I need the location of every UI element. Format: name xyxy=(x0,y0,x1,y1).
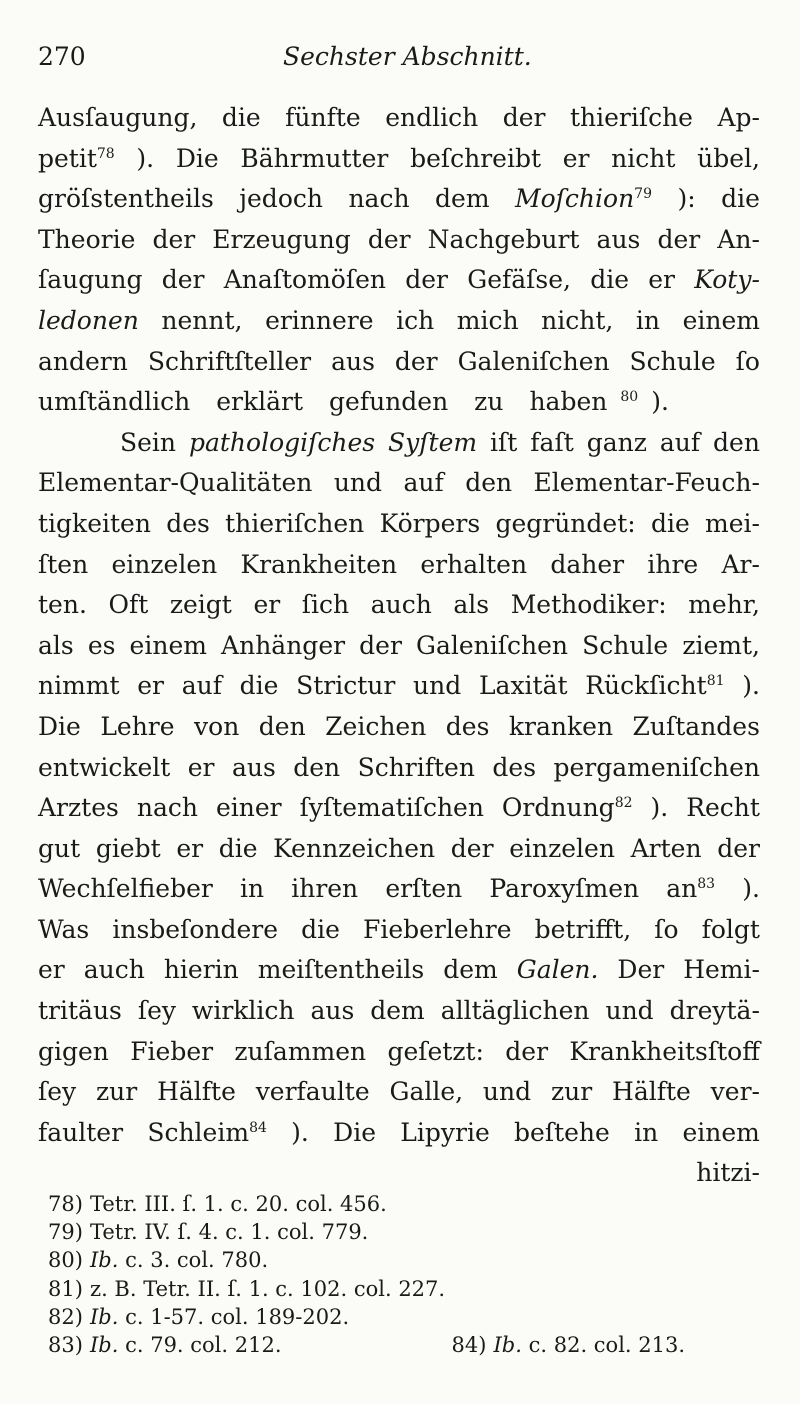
catchword xyxy=(38,1153,760,1194)
word: der xyxy=(359,630,402,660)
text-line xyxy=(38,382,760,423)
word: Schule xyxy=(629,346,716,376)
word: daher xyxy=(550,549,625,579)
word: gut xyxy=(38,833,81,863)
word: auch xyxy=(370,590,432,620)
word: iſt xyxy=(490,427,518,457)
word: er xyxy=(176,833,204,863)
word: ). xyxy=(742,671,760,701)
word: den xyxy=(293,752,341,782)
word: der xyxy=(161,265,205,295)
text-line xyxy=(38,829,760,870)
word: die xyxy=(218,833,258,863)
word: dreytä- xyxy=(669,996,760,1026)
text-line xyxy=(38,707,760,748)
footnote-text: c. 1-57. col. 189-202. xyxy=(118,1304,350,1329)
text-line xyxy=(38,1072,760,1113)
word: Hälfte xyxy=(157,1077,236,1107)
footnote-ref: 78 xyxy=(96,145,115,162)
word: kranken xyxy=(508,711,614,741)
word: es xyxy=(87,630,116,660)
page-number: 270 xyxy=(38,42,86,71)
text-line xyxy=(38,666,760,707)
word: jedoch xyxy=(239,184,323,214)
word: er xyxy=(562,143,590,173)
text-line xyxy=(38,220,760,261)
word: Schule xyxy=(582,630,669,660)
word: aus xyxy=(596,224,641,254)
text-line xyxy=(38,545,760,586)
word: insbeſondere xyxy=(112,914,279,944)
word: fünfte xyxy=(285,103,361,132)
word: einem xyxy=(682,305,760,335)
word: nach xyxy=(348,184,410,214)
word: die xyxy=(590,265,630,295)
text-line xyxy=(38,788,760,829)
word: zur xyxy=(550,1077,593,1107)
word: nach xyxy=(136,793,198,823)
text-line xyxy=(38,1113,760,1154)
word: aus xyxy=(231,752,276,782)
word: auf xyxy=(403,468,444,498)
word: Lehre xyxy=(100,711,175,741)
text-line xyxy=(38,585,760,626)
word: Laxität xyxy=(478,671,568,701)
word: hierin xyxy=(163,955,239,985)
word: der xyxy=(505,1036,549,1066)
word: der xyxy=(502,103,546,132)
word: entwickelt xyxy=(38,752,171,782)
word: dem xyxy=(370,996,425,1026)
word: ihren xyxy=(291,874,359,904)
word: er xyxy=(187,752,215,782)
word: ſaugung xyxy=(38,265,143,295)
footnote-ibid: Ib. xyxy=(90,1248,119,1273)
word: Hälfte xyxy=(612,1077,691,1107)
word: auf xyxy=(659,427,701,457)
word: Körpers xyxy=(379,508,481,538)
word: den xyxy=(713,427,760,457)
footnote xyxy=(452,1333,686,1357)
footnote-ref: 80 xyxy=(620,389,639,406)
word: der xyxy=(152,224,196,254)
word: mich xyxy=(456,305,519,335)
footnote-ibid: Ib. xyxy=(493,1332,522,1357)
word: die xyxy=(650,508,690,538)
word: Die xyxy=(175,143,219,173)
word: des xyxy=(492,752,537,782)
word: giebt xyxy=(95,833,161,863)
word: umſtändlich xyxy=(38,387,191,417)
word: die xyxy=(721,184,760,214)
word: ). xyxy=(291,1117,309,1147)
word: Elementar-Qualitäten xyxy=(38,468,313,498)
word: einzelen xyxy=(509,833,615,863)
word: faſt xyxy=(530,427,574,457)
word: haben $^{80}$ xyxy=(529,387,639,417)
footnote xyxy=(48,1275,748,1303)
word: Zeichen xyxy=(325,711,427,741)
word: auf xyxy=(181,671,222,701)
word: ſich xyxy=(301,590,350,620)
word: ganz xyxy=(586,427,647,457)
word: von xyxy=(194,711,240,741)
word: in xyxy=(634,1117,659,1147)
footnote-ref: 84 xyxy=(249,1119,267,1136)
word: ſyſtematiſchen xyxy=(299,793,484,823)
word: ihre xyxy=(647,549,699,579)
word: er xyxy=(137,671,164,701)
word: ). xyxy=(136,143,155,173)
footnote-number: 79) xyxy=(48,1220,83,1245)
footnote-text: c. 3. col. 780. xyxy=(118,1248,269,1273)
word: Die xyxy=(38,711,81,741)
word: ledonen xyxy=(38,305,139,335)
word: des xyxy=(166,508,210,538)
word: Oft xyxy=(108,590,149,620)
word: Die xyxy=(333,1117,376,1147)
word: einzelen xyxy=(111,549,218,579)
word: in xyxy=(239,874,265,904)
word: beſchreibt xyxy=(410,143,542,173)
word: gröſstentheils xyxy=(38,184,214,214)
word: Zuſtandes xyxy=(632,711,760,741)
word: dem xyxy=(435,184,490,214)
word: auch xyxy=(83,955,145,985)
word: der xyxy=(367,224,411,254)
word: Arztes xyxy=(38,793,119,823)
word: als xyxy=(38,630,74,660)
word: Anhänger xyxy=(221,630,346,660)
word: ich xyxy=(396,305,435,335)
word: und xyxy=(605,996,654,1026)
word: und xyxy=(482,1077,532,1107)
word: pergameniſchen xyxy=(553,752,760,782)
word: ten. xyxy=(38,590,87,620)
text-line xyxy=(38,98,760,139)
word: Krankheiten xyxy=(240,549,398,579)
word: Schleim$^{84}$ xyxy=(147,1117,267,1147)
text-line xyxy=(38,626,760,667)
word: $an^{83}$ xyxy=(666,874,716,904)
word: andern xyxy=(38,346,128,376)
footnote xyxy=(48,1303,748,1331)
footnote-number: 81) xyxy=(48,1276,83,1301)
word: in xyxy=(635,305,661,335)
word: gefunden xyxy=(329,387,449,417)
word: aus xyxy=(331,346,375,376)
word: folgt xyxy=(701,914,760,944)
footnote-number: 84) xyxy=(451,1332,487,1357)
word: ver- xyxy=(710,1077,760,1107)
footnote-text: Tetr. III. ſ. 1. c. 20. col. 456. xyxy=(90,1192,387,1216)
word: Anaſtomöſen xyxy=(223,265,387,295)
footnote-text: Tetr. IV. ſ. 4. c. 1. col. 779. xyxy=(90,1220,369,1245)
footnote-ref: 82 xyxy=(614,795,633,812)
footnote-ref: 79 xyxy=(634,186,652,203)
body-text xyxy=(38,98,760,1194)
word: Arten xyxy=(630,833,702,863)
text-line xyxy=(38,869,760,910)
word: Erzeugung xyxy=(212,224,351,254)
word: er xyxy=(253,590,281,620)
word: der xyxy=(450,833,494,863)
word: erſten xyxy=(385,874,463,904)
word: Galeniſchen xyxy=(416,630,569,660)
word: ). xyxy=(650,793,669,823)
word: Schriften xyxy=(357,752,475,782)
word: wirklich xyxy=(191,996,295,1026)
text-line xyxy=(38,463,760,504)
word: die xyxy=(301,914,340,944)
word: ſten xyxy=(38,549,89,579)
word: Wechſelfieber xyxy=(38,874,213,904)
word: ). xyxy=(651,387,669,417)
word: Theorie xyxy=(38,224,136,254)
word: Moſchion$^{79}$ xyxy=(515,184,652,214)
word: tritäus xyxy=(38,996,122,1026)
text-line xyxy=(38,301,760,342)
word: ſo xyxy=(735,346,760,376)
word: An- xyxy=(717,224,760,254)
word: einem xyxy=(129,630,207,660)
footnote-ibid: Ib. xyxy=(90,1332,119,1357)
word: der xyxy=(394,346,438,376)
word: Galle, xyxy=(389,1077,464,1107)
text-line xyxy=(38,423,760,464)
word: zeigt xyxy=(169,590,232,620)
word: nennt, xyxy=(161,305,243,335)
footnote-number: 80) xyxy=(48,1248,83,1273)
word: Galen. xyxy=(516,955,599,985)
word: dem xyxy=(443,955,498,985)
word: Lipyrie xyxy=(400,1117,490,1147)
footnote-ref: 83 xyxy=(697,876,716,893)
footnote xyxy=(48,1190,748,1218)
word: Was xyxy=(38,914,90,944)
word: Krankheitsſtoff xyxy=(569,1036,760,1066)
word: Schriftſteller xyxy=(147,346,312,376)
word: die xyxy=(221,103,261,132)
word: alltäglichen xyxy=(440,996,590,1026)
word: die xyxy=(239,671,279,701)
word: meiſtentheils xyxy=(257,955,425,985)
word: gegründet: xyxy=(495,508,636,538)
word: Recht xyxy=(686,793,760,823)
footnote-text: z. B. Tetr. II. ſ. 1. c. 102. col. 227. xyxy=(90,1276,446,1301)
word: und xyxy=(333,468,383,498)
word: ſo xyxy=(654,914,679,944)
word: zuſammen xyxy=(234,1036,367,1066)
text-line xyxy=(38,748,760,789)
text-line xyxy=(38,139,760,180)
footnote xyxy=(48,1218,748,1246)
word: Gefäſse, xyxy=(467,265,571,295)
word: Fieber xyxy=(130,1036,214,1066)
word: zur xyxy=(96,1077,138,1107)
text-line xyxy=(38,950,760,991)
footnote-number: 83) xyxy=(48,1332,83,1357)
word: Methodiker: xyxy=(510,590,667,620)
word: nicht, xyxy=(541,305,614,335)
word: Der xyxy=(617,955,665,985)
word: Nachgeburt xyxy=(427,224,580,254)
word: Sein xyxy=(120,427,177,457)
word: übel, xyxy=(697,143,760,173)
word: verfaulte xyxy=(255,1077,370,1107)
word: den xyxy=(465,468,513,498)
word: hitzi- xyxy=(696,1158,760,1188)
word: ſey xyxy=(38,1077,77,1107)
word: er xyxy=(648,265,675,295)
word: petit$^{78}$ xyxy=(38,143,115,173)
footnote-ref: 81 xyxy=(706,673,725,690)
footnotes xyxy=(48,1190,748,1359)
word: aus xyxy=(310,996,355,1026)
word: pathologiſches xyxy=(188,427,376,457)
word: Ausſaugung, xyxy=(38,103,198,132)
text-line xyxy=(38,504,760,545)
word: nicht xyxy=(611,143,676,173)
word: Koty- xyxy=(694,265,760,295)
word: Elementar-Feuch- xyxy=(533,468,760,498)
text-line xyxy=(38,910,760,951)
word: beſtehe xyxy=(514,1117,610,1147)
text-line xyxy=(38,260,760,301)
word: mehr, xyxy=(688,590,760,620)
word: Ar- xyxy=(721,549,760,579)
word: tigkeiten xyxy=(38,508,151,538)
text-line xyxy=(38,179,760,220)
word: als xyxy=(453,590,490,620)
word: erinnere xyxy=(265,305,374,335)
word: erhalten xyxy=(420,549,528,579)
page-header xyxy=(38,40,758,80)
footnote-text: c. 79. col. 212. xyxy=(118,1332,282,1357)
word: faulter xyxy=(38,1117,124,1147)
word: Paroxyſmen xyxy=(489,874,640,904)
footnote xyxy=(48,1331,748,1359)
word: und xyxy=(413,671,462,701)
word: Rückſicht$^{81}$ xyxy=(585,671,725,701)
word: Hemi- xyxy=(683,955,760,985)
word: nimmt xyxy=(38,671,120,701)
word: der xyxy=(717,833,760,863)
word: Galeniſchen xyxy=(457,346,610,376)
word: der xyxy=(657,224,701,254)
word: ziemt, xyxy=(682,630,760,660)
word: ſey xyxy=(137,996,176,1026)
word: Ordnung$^{82}$ xyxy=(501,793,633,823)
footnote-ibid: Ib. xyxy=(90,1304,119,1329)
word: ). xyxy=(742,874,760,904)
word: Bährmutter xyxy=(240,143,389,173)
word: erklärt xyxy=(216,387,304,417)
word: ): xyxy=(677,184,696,214)
footnote-number: 78) xyxy=(48,1192,83,1216)
word: thieriſche xyxy=(569,103,693,132)
word: thieriſchen xyxy=(225,508,365,538)
word: geſetzt: xyxy=(387,1036,484,1066)
word: einem xyxy=(682,1117,760,1147)
word: einer xyxy=(215,793,282,823)
word: Ap- xyxy=(717,103,760,132)
word: gigen xyxy=(38,1036,109,1066)
footnote-text: c. 82. col. 213. xyxy=(521,1332,686,1357)
word: des xyxy=(445,711,490,741)
text-line xyxy=(38,342,760,383)
word: Kennzeichen xyxy=(273,833,436,863)
word: betrifft, xyxy=(534,914,632,944)
word: mei- xyxy=(705,508,760,538)
word: den xyxy=(258,711,306,741)
word: Strictur xyxy=(296,671,396,701)
running-title: Sechster Abschnitt. xyxy=(283,42,532,71)
word: Fieberlehre xyxy=(362,914,512,944)
word: der xyxy=(405,265,448,295)
word: Syſtem xyxy=(388,427,478,457)
word: er xyxy=(38,955,65,985)
word: zu xyxy=(474,387,504,417)
text-line xyxy=(38,1032,760,1073)
footnote xyxy=(48,1246,748,1274)
footnote-number: 82) xyxy=(48,1304,83,1329)
word: endlich xyxy=(385,103,479,132)
text-line xyxy=(38,991,760,1032)
